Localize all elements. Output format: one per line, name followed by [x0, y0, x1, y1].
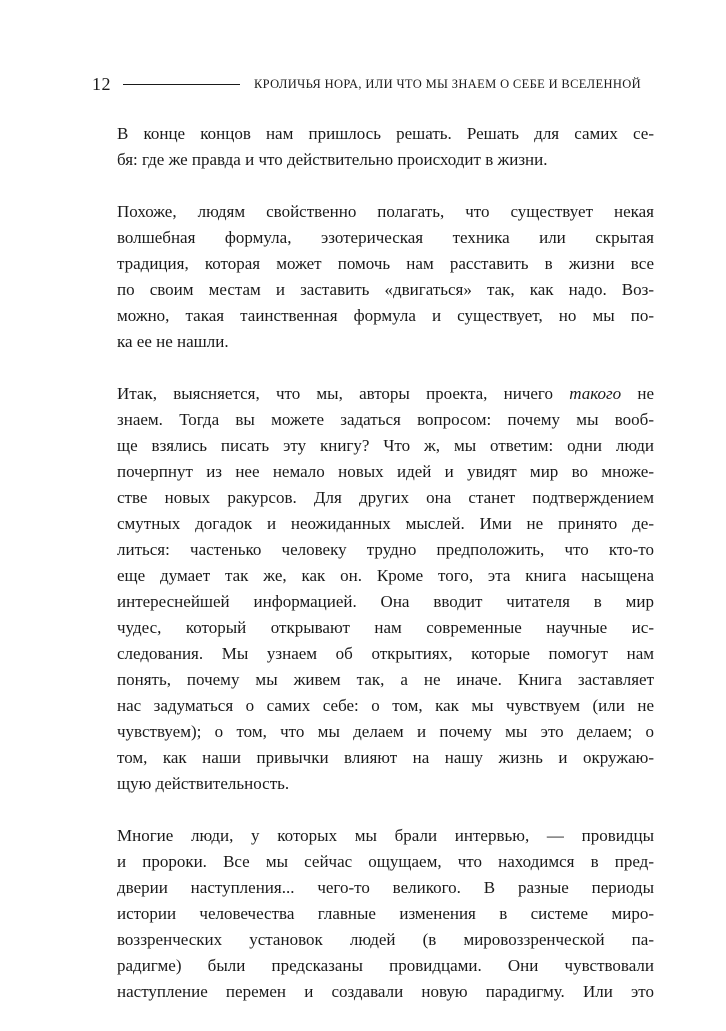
body-text: [117, 121, 654, 1031]
paragraph-4: [117, 823, 654, 1005]
text-line: и пророки. Все мы сейчас ощущаем, что находимся в пред-: [117, 852, 654, 871]
header-rule: [123, 84, 240, 85]
text-line: дверии наступления... чего-то великого. В разные периоды: [117, 878, 654, 897]
text-segment: Итак, выясняется, что мы, авторы проекта, ничего: [117, 384, 553, 403]
text-line: знаем. Тогда вы можете задаться вопросом: почему мы вооб-: [117, 410, 654, 429]
text-line: чувствуем); о том, что мы делаем и почему мы это делаем; о: [117, 722, 654, 741]
text-line: по своим местам и заставить «двигаться» так, как надо. Воз-: [117, 280, 654, 299]
text-line: стве новых ракурсов. Для других она станет подтверждением: [117, 488, 654, 507]
text-line: традиция, которая может помочь нам расставить в жизни все: [117, 254, 654, 273]
paragraph-2: [117, 199, 654, 355]
emphasized-word: такого: [569, 384, 622, 403]
text-line: воззренческих установок людей (в мировоззренческой па-: [117, 930, 654, 949]
text-line: ка ее не нашли.: [117, 332, 229, 351]
text-line: почерпнут из нее немало новых идей и увидят мир во множе-: [117, 462, 654, 481]
text-line: В конце концов нам пришлось решать. Решать для самих се-: [117, 124, 654, 143]
text-line: нас задуматься о самих себе: о том, как мы чувствуем (или не: [117, 696, 654, 715]
text-line: Многие люди, у которых мы брали интервью, — провидцы: [117, 826, 654, 845]
text-segment: не: [637, 384, 655, 403]
paragraph-1: [117, 121, 654, 173]
text-line: Похоже, людям свойственно полагать, что существует некая: [117, 202, 654, 221]
text-line: следования. Мы узнаем об открытиях, которые помогут нам: [117, 644, 654, 663]
running-title: КРОЛИЧЬЯ НОРА, ИЛИ ЧТО МЫ ЗНАЕМ О СЕБЕ И ВСЕЛЕННОЙ: [254, 77, 641, 91]
text-line: можно, такая таинственная формула и существует, но мы по-: [117, 306, 654, 325]
text-line: ще взялись писать эту книгу? Что ж, мы ответим: одни люди: [117, 436, 654, 455]
page-number: 12: [92, 74, 111, 94]
text-line: наступление перемен и создавали новую парадигму. Или это: [117, 982, 654, 1001]
text-line: еще думает так же, как он. Кроме того, эта книга насыщена: [117, 566, 654, 585]
text-line: [117, 381, 654, 407]
running-header: [92, 72, 654, 96]
text-line: истории человечества главные изменения в системе миро-: [117, 904, 654, 923]
paragraph-3: [117, 381, 654, 797]
text-line: смутных догадок и неожиданных мыслей. Ими не принято де-: [117, 514, 654, 533]
text-line: литься: частенько человеку трудно предположить, что кто-то: [117, 540, 654, 559]
text-line: чудес, который открывают нам современные научные ис-: [117, 618, 654, 637]
text-line: том, как наши привычки влияют на нашу жизнь и окружаю-: [117, 748, 654, 767]
text-line: радигме) были предсказаны провидцами. Они чувствовали: [117, 956, 654, 975]
text-line: щую действительность.: [117, 774, 290, 793]
text-line: понять, почему мы живем так, а не иначе. Книга заставляет: [117, 670, 654, 689]
text-line: бя: где же правда и что действительно происходит в жизни.: [117, 150, 548, 169]
text-line: интереснейшей информацией. Она вводит читателя в мир: [117, 592, 654, 611]
text-line: волшебная формула, эзотерическая техника или скрытая: [117, 228, 654, 247]
